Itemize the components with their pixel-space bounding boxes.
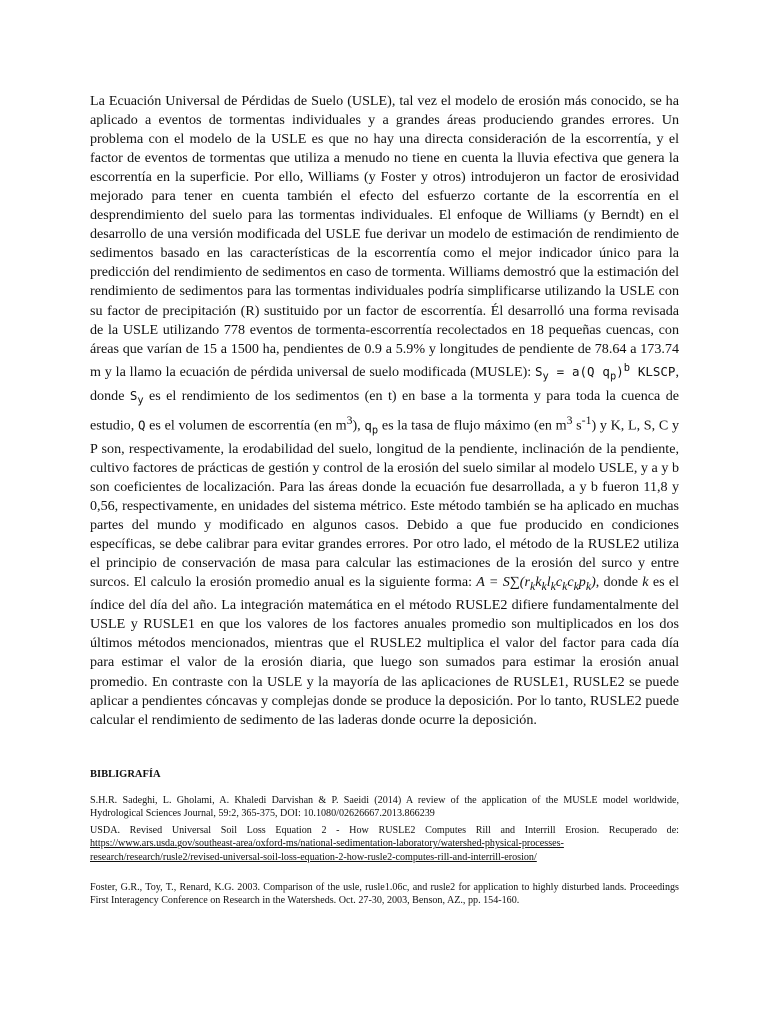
q-symbol: Q <box>137 417 146 433</box>
superscript: -1 <box>581 413 592 427</box>
reference-text: USDA. Revised Universal Soil Loss Equation 2 - How RUSLE2 Computes Rill and Interrill Erosion. Recuperado de: <box>90 825 679 836</box>
k-symbol: k <box>642 574 649 591</box>
superscript: 3 <box>566 413 573 427</box>
musle-equation: $S_y = a(Q$ $q_p)^b$ KLSCP <box>535 361 676 383</box>
reference-2 <box>90 824 679 864</box>
paragraph-text: es el rendimiento de los sedimentos (en t) en base a la tormenta y para toda la cuenca de estudio, <box>90 388 679 434</box>
reference-3: Foster, G.R., Toy, T., Renard, K.G. 2003. Comparison of the usle, rusle1.06c, and rusle2 for application to highly disturbed lands. Proceedings First Interagency Conference on Research in the Watersheds. Oct. 27-30, 2003, Benson, AZ., pp. 154-160. <box>90 882 679 907</box>
reference-1: S.H.R. Sadeghi, L. Gholami, A. Khaledi Darvishan & P. Saeidi (2014) A review of the application of the MUSLE model worldwide, Hydrological Sciences Journal, 59:2, 365-375, DOI: 10.1080/02626667.2013.866239 <box>90 795 679 820</box>
paragraph-text: es el índice del día del año. La integración matemática en el método RUSLE2 difiere fundamentalmente del USLE y RUSLE1 en que los valores de los factores anuales promedio son multiplicados en los dos últimos métodos mencionados, mientras que el RUSLE2 multiplica el valor del factor para cada día para estimar el valor de la erosión diaria, que luego son sumados para estimar la erosión anual promedio. En contraste con la USLE y la mayoría de las aplicaciones de RUSLE1, RUSLE2 se puede aplicar a pendientes cóncavas y complejas donde se produce la deposición. Por lo tanto, RUSLE2 puede calcular el rendimiento de sedimento de las laderas donde ocurre la deposición. <box>90 574 679 728</box>
paragraph-text: s <box>572 417 582 434</box>
main-paragraph <box>90 92 679 730</box>
paragraph-text: es la tasa de flujo máximo (en m <box>378 417 567 434</box>
qp-symbol: $q_p$ <box>364 417 379 437</box>
sy-symbol: $S_y$ <box>129 388 144 407</box>
paragraph-text: es el volumen de escorrentía (en m <box>145 417 347 434</box>
superscript: 3 <box>346 413 353 427</box>
bibliography-heading: BIBLIGRAFÍA <box>90 769 161 780</box>
rusle2-equation: $A = S\sum(r_kk_kl_kc_kc_kp_k)$ <box>476 574 596 594</box>
reference-link[interactable]: https://www.ars.usda.gov/southeast-area/oxford-ms/national-sedimentation-laboratory/watershed-physical-processes-research/research/rusle2/revised-universal-soil-loss-equation-2-how-rusle2-computes-rill-and-interrill-erosion/ <box>90 838 564 863</box>
paragraph-text: ), <box>352 417 365 434</box>
paragraph-text: La Ecuación Universal de Pérdidas de Suelo (USLE), tal vez el modelo de erosión más conocido, se ha aplicado a eventos de tormentas individuales y a grandes áreas produciendo grandes errores. Un problema con el modelo de la USLE es que no hay una directa consideración de la escorrentía, y el factor de eventos de tormentas que utiliza a menudo no tiene en cuenta la lluvia efectiva que genera la escorrentía en la superficie. Por ello, Williams (y Foster y otros) introdujeron un factor de erosividad mejorado para tener en cuenta también el efecto del esfuerzo cortante de la escorrentía en el desprendimiento del suelo para las tormentas individuales. El enfoque de Williams (y Berndt) en el desarrollo de una versión modificada del USLE fue derivar un modelo de estimación de rendimiento de sedimentos basado en las características de la escorrentía como el mejor indicador único para la predicción del rendimiento de sedimentos en caso de tormenta. Williams demostró que la estimación del rendimiento de sedimentos para las tormentas individuales podría simplificarse utilizando la USLE con su factor de precipitación (R) sustituido por un factor de escorrentía. Él desarrolló una forma revisada de la USLE utilizando 778 eventos de tormenta-escorrentía recolectados en 18 pequeñas cuencas, con áreas que varían de 15 a 1500 ha, pendientes de 0.9 a 5.9% y longitudes de pendiente de 78.64 a 173.74 m y la llamo la ecuación de pérdida universal de suelo modificada (MUSLE): <box>90 93 679 380</box>
paragraph-text: , donde <box>595 574 643 591</box>
paragraph-text: , donde <box>90 363 679 405</box>
paragraph-text: ) y K, L, S, C y P son, respectivamente, la erodabilidad del suelo, longitud de la pendiente, inclinación de la pendiente, cultivo factores de prácticas de gestión y control de la erosión del suelo similar al modelo USLE, y a y b son coeficientes de localización. Para las áreas donde la ecuación fue desarrollada, a y b fueron 11,8 y 0,56, respectivamente, en unidades del sistema métrico. Este método también se ha aplicado en muchas partes del mundo y modificado en algunos casos. Debido a que fue producido en condiciones específicas, se debe calibrar para evitar grandes errores. Por otro lado, el método de la RUSLE2 utiliza el principio de conservación de masa para calcular las estimaciones de la erosión del surco y entre surcos. El calculo la erosión promedio anual es la siguiente forma: <box>90 417 679 591</box>
